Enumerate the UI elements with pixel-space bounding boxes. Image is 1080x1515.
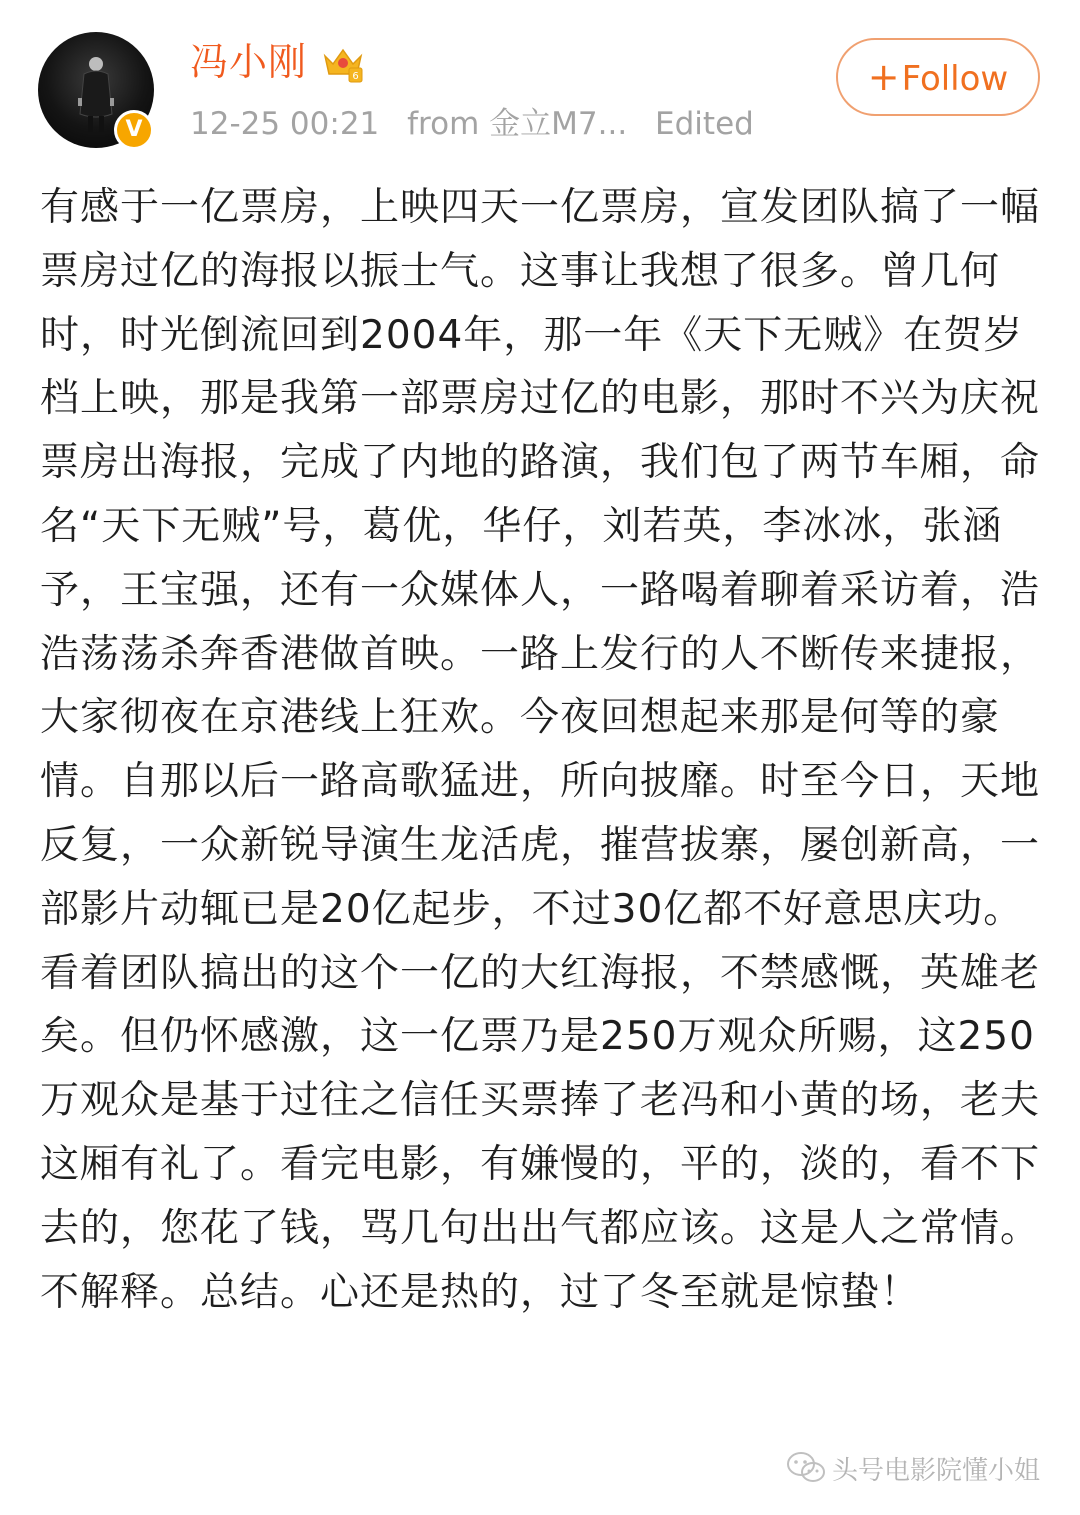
post-body-text: 有感于一亿票房，上映四天一亿票房，宣发团队搞了一幅票房过亿的海报以振士气。这事让我想了很多。曾几何时，时光倒流回到2004年，那一年《天下无贼》在贺岁档上映，那是我第一部票房过亿的电影，那时不兴为庆祝票房出海报，完成了内地的路演，我们包了两节车厢，命名“天下无贼”号，葛优，华仔，刘若英，李冰冰，张涵予，王宝强，还有一众媒体人，一路喝着聊着采访着，浩浩荡荡杀奔香港做首映。一路上发行的人不断传来捷报，大家彻夜在京港线上狂欢。今夜回想起来那是何等的豪情。自那以后一路高歌猛进，所向披靡。时至今日，天地反复，一众新锐导演生龙活虎，摧营拔寨，屡创新高，一部影片动辄已是20亿起步，不过30亿都不好意思庆功。看着团队搞出的这个一亿的大红海报，不禁感慨，英雄老矣。但仍怀感激，这一亿票乃是250万观众所赐，这250万观众是基于过往之信任买票捧了老冯和小黄的场，老夫这厢有礼了。看完电影，有嫌慢的，平的，淡的，看不下去的，您花了钱，骂几句出出气都应该。这是人之常情。不解释。总结。心还是热的，过了冬至就是惊蛰！ <box>40 185 1041 1315</box>
verified-badge-icon: V <box>114 110 154 150</box>
plus-icon: + <box>867 55 900 99</box>
post-header <box>0 0 1080 160</box>
avatar-figure-image <box>76 54 116 134</box>
watermark <box>786 1446 1040 1490</box>
username[interactable]: 冯小刚 <box>190 40 308 84</box>
wechat-icon <box>786 1451 826 1485</box>
post-source[interactable]: from 金立M7... <box>407 106 628 142</box>
post-edited-label[interactable]: Edited <box>655 106 754 142</box>
follow-button-label: Follow <box>901 59 1009 99</box>
svg-text:6: 6 <box>352 71 359 82</box>
post-meta <box>190 104 772 144</box>
follow-button[interactable] <box>836 38 1040 116</box>
watermark-text: 头号电影院懂小姐 <box>832 1455 1041 1486</box>
post-timestamp: 12-25 00:21 <box>190 106 380 142</box>
vip-crown-icon <box>322 44 364 84</box>
